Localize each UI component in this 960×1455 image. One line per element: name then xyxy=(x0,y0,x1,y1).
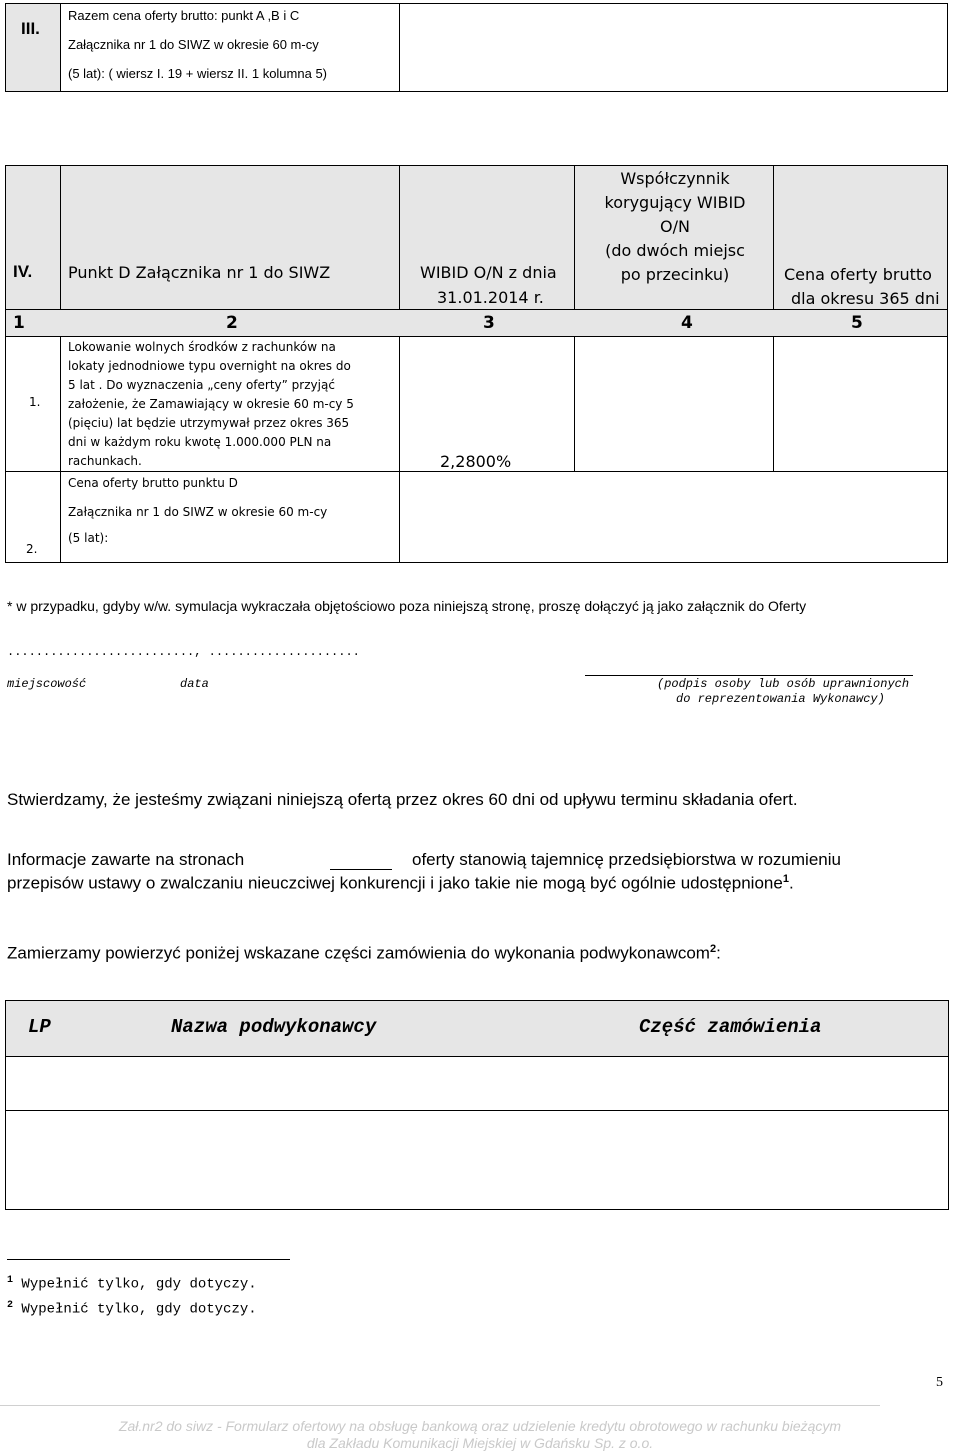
row-1-number: 1. xyxy=(29,395,41,409)
signature-caption-line-1: (podpis osoby lub osób uprawnionych xyxy=(657,677,910,691)
section-iv-col3-header xyxy=(574,165,774,310)
col3-header-line-2: korygujący WIBID xyxy=(604,193,746,212)
footnote-ref-2: 2 xyxy=(709,943,717,955)
footer-line-2: dla Zakładu Komunikacji Miejskiej w Gdańsku Sp. z o.o. xyxy=(306,1435,654,1451)
footnote-separator xyxy=(7,1259,290,1260)
row-2-description-cell xyxy=(60,471,400,563)
col1-header-text: Punkt D Załącznika nr 1 do SIWZ xyxy=(68,263,331,282)
subcontractor-row-1 xyxy=(5,1056,949,1111)
row-1-text-line-7: rachunkach. xyxy=(68,454,142,468)
section-iii-value-cell xyxy=(399,3,948,92)
pages-blank-line xyxy=(330,869,392,870)
footnote-1-number: 1 xyxy=(7,1275,14,1286)
row-1-text-line-2: lokaty jednodniowe typu overnight na okres do xyxy=(68,359,351,373)
confidential-info-line-2-text: przepisów ustawy o zwalczaniu nieuczciwej konkurencji i jako takie nie mogą być ogólnie udostępnione xyxy=(7,873,783,893)
section-iii-line-3: (5 lat): ( wiersz I. 19 + wiersz II. 1 kolumna 5) xyxy=(68,66,327,81)
subcontractor-table-header xyxy=(5,1000,949,1057)
column-number-1: 1 xyxy=(13,313,25,333)
place-date-dots: .........................., ..................... xyxy=(7,645,360,659)
section-iv-col4-header xyxy=(773,165,948,310)
period: . xyxy=(788,873,794,893)
page-number: 5 xyxy=(936,1375,943,1390)
row-2-number: 2. xyxy=(26,542,38,556)
simulation-note: * w przypadku, gdyby w/w. symulacja wykraczała objętościowo poza niniejszą stronę, proszę dołączyć ją jako załącznik do Oferty xyxy=(7,598,807,614)
col3-header-line-1: Współczynnik xyxy=(620,169,730,188)
row-2-text-line-1: Cena oferty brutto punktu D xyxy=(68,476,238,490)
section-iii-line-1: Razem cena oferty brutto: punkt A ,B i C xyxy=(68,8,300,23)
section-iii-table xyxy=(5,3,948,92)
row-1-wibid-cell xyxy=(399,336,575,472)
section-iii-number: III. xyxy=(21,19,40,38)
row-1-text-line-3: 5 lat . Do wyznaczenia „ceny oferty” przyjąć xyxy=(68,378,335,392)
confidential-info-line-2 xyxy=(7,873,794,894)
column-number-3: 3 xyxy=(483,313,495,333)
section-iii-line-2: Załącznika nr 1 do SIWZ w okresie 60 m-cy xyxy=(68,37,319,52)
col2-header-line-2: 31.01.2014 r. xyxy=(437,288,544,307)
footer-rule xyxy=(0,1405,880,1406)
row-2-value-cell xyxy=(399,471,948,563)
subcontractor-table xyxy=(5,1000,949,1210)
date-label: data xyxy=(180,677,209,691)
column-number-5: 5 xyxy=(851,313,863,333)
section-iv-col2-header xyxy=(399,165,575,310)
col4-header-line-2: dla okresu 365 dni xyxy=(791,289,940,308)
section-iv-col1-header xyxy=(60,165,400,310)
row-1-description-cell xyxy=(60,336,400,472)
header-lp: LP xyxy=(28,1016,51,1038)
colon: : xyxy=(716,943,721,963)
row-1-wibid-value: 2,2800% xyxy=(440,452,512,471)
row-1-text-line-5: (pięciu) lat będzie utrzymywał przez okres 365 xyxy=(68,416,350,430)
column-number-4: 4 xyxy=(681,313,693,333)
col3-header-line-4: (do dwóch miejsc xyxy=(605,241,745,260)
footnote-2-text: Wypełnić tylko, gdy dotyczy. xyxy=(21,1301,257,1318)
footnote-1-text: Wypełnić tylko, gdy dotyczy. xyxy=(21,1276,257,1293)
row-1-price-cell xyxy=(773,336,948,472)
section-iii-number-cell xyxy=(5,3,61,92)
col3-header-line-3: O/N xyxy=(660,217,690,236)
row-1-coefficient-cell xyxy=(574,336,774,472)
section-iv-table xyxy=(5,165,948,563)
row-1-text-line-4: założenie, że Zamawiający w okresie 60 m-cy 5 xyxy=(68,397,354,411)
section-iv-number-cell xyxy=(5,165,61,310)
confidential-info-part-1: Informacje zawarte na stronach xyxy=(7,850,245,869)
footnote-2-number: 2 xyxy=(7,1300,14,1311)
row-2-text-line-3: (5 lat): xyxy=(68,531,109,545)
subcontracting-statement-text: Zamierzamy powierzyć poniżej wskazane części zamówienia do wykonania podwykonawcom xyxy=(7,943,710,963)
header-subcontractor-name: Nazwa podwykonawcy xyxy=(171,1016,377,1038)
signature-caption-line-2: do reprezentowania Wykonawcy) xyxy=(676,692,885,706)
col2-header-line-1: WIBID O/N z dnia xyxy=(420,263,557,282)
subcontractor-row-2 xyxy=(5,1110,949,1210)
col4-header-line-1: Cena oferty brutto xyxy=(784,265,932,284)
footnote-1 xyxy=(7,1275,257,1293)
column-number-2: 2 xyxy=(226,313,238,333)
signature-line xyxy=(585,675,913,676)
header-order-part: Część zamówienia xyxy=(639,1016,822,1038)
footnote-ref-1: 1 xyxy=(782,873,789,885)
binding-statement: Stwierdzamy, że jesteśmy związani niniejszą ofertą przez okres 60 dni od upływu terminu składania ofert. xyxy=(7,790,798,809)
row-1-number-cell xyxy=(5,336,61,472)
col3-header-line-5: po przecinku) xyxy=(620,265,730,284)
row-2-text-line-2: Załącznika nr 1 do SIWZ w okresie 60 m-cy xyxy=(68,505,328,519)
row-1-text-line-1: Lokowanie wolnych środków z rachunków na xyxy=(68,340,336,354)
subcontracting-statement xyxy=(7,943,721,964)
row-1-text-line-6: dni w każdym roku kwotę 1.000.000 PLN na xyxy=(68,435,332,449)
row-2-number-cell xyxy=(5,471,61,563)
footer-line-1: Zał.nr2 do siwz - Formularz ofertowy na obsługę bankową oraz udzielenie kredytu obrotowego w rachunku bieżącym xyxy=(118,1418,842,1434)
section-iv-numbering-row xyxy=(5,309,948,337)
confidential-info-part-2: oferty stanowią tajemnicę przedsiębiorstwa w rozumieniu xyxy=(412,850,841,869)
section-iv-number: IV. xyxy=(13,262,33,281)
footnote-2 xyxy=(7,1300,257,1318)
place-label: miejscowość xyxy=(7,677,87,691)
section-iii-text-cell xyxy=(60,3,400,92)
